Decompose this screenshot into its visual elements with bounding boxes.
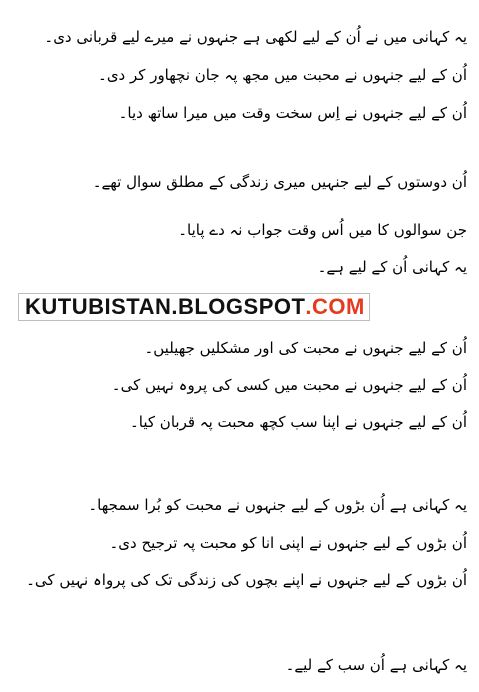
text-line-4: اُن دوستوں کے لیے جنہیں میری زندگی کے مطلق سوال تھے۔ bbox=[92, 173, 467, 191]
text-line-1: یہ کہانی میں نے اُن کے لیے لکھی ہے جنہوں نے میرے لیے قربانی دی۔ bbox=[44, 28, 467, 46]
text-line-6: یہ کہانی اُن کے لیے ہے۔ bbox=[317, 258, 467, 276]
text-line-13: یہ کہانی ہے اُن سب کے لیے۔ bbox=[285, 656, 467, 674]
text-line-9: اُن کے لیے جنہوں نے اپنا سب کچھ محبت پہ قربان کیا۔ bbox=[130, 413, 467, 431]
text-line-5: جن سوالوں کا میں اُس وقت جواب نہ دے پایا۔ bbox=[178, 221, 467, 239]
text-line-3: اُن کے لیے جنہوں نے اِس سخت وقت میں میرا ساتھ دیا۔ bbox=[118, 104, 467, 122]
text-line-2: اُن کے لیے جنہوں نے محبت میں مجھ پہ جان نچھاور کر دی۔ bbox=[98, 66, 467, 84]
watermark-dot: . bbox=[305, 294, 313, 319]
text-line-12: اُن بڑوں کے لیے جنہوں نے اپنے بچوں کی زندگی تک کی پرواہ نہیں کی۔ bbox=[26, 571, 467, 589]
text-line-11: اُن بڑوں کے لیے جنہوں نے اپنی انا کو محبت پہ ترجیح دی۔ bbox=[109, 534, 467, 552]
watermark-tld: COM bbox=[312, 294, 365, 319]
text-line-7: اُن کے لیے جنہوں نے محبت کی اور مشکلیں جھیلیں۔ bbox=[144, 339, 467, 357]
text-line-8: اُن کے لیے جنہوں نے محبت میں کسی کی پروہ نہیں کی۔ bbox=[111, 376, 467, 394]
text-line-10: یہ کہانی ہے اُن بڑوں کے لیے جنہوں نے محبت کو بُرا سمجھا۔ bbox=[88, 496, 467, 514]
watermark-site-name: KUTUBISTAN.BLOGSPOT bbox=[25, 294, 306, 319]
blog-watermark bbox=[18, 293, 370, 321]
